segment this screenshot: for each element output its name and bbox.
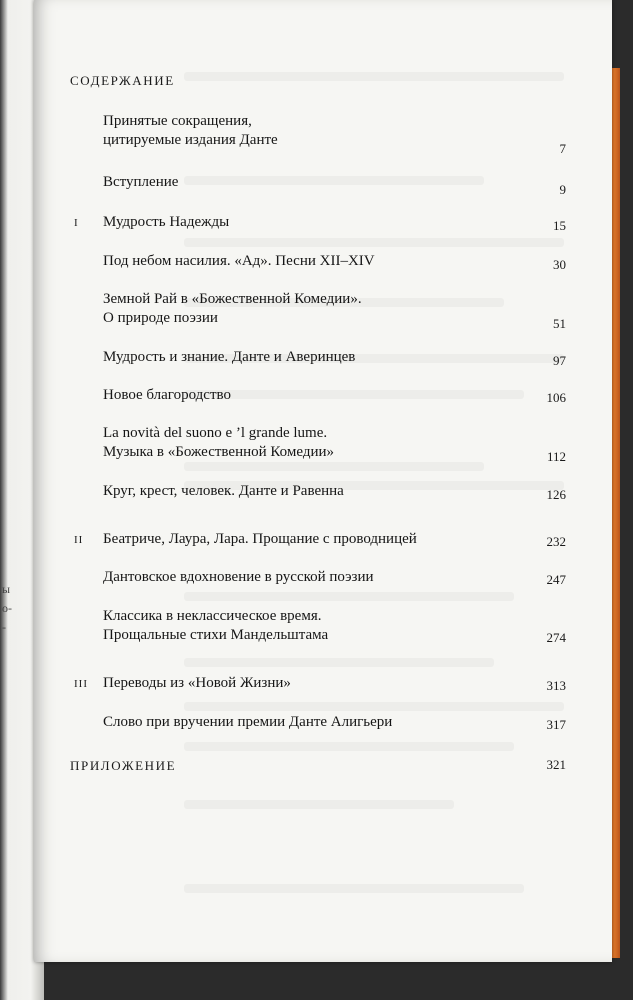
toc-entry[interactable] [103, 674, 571, 693]
toc-page-number: 126 [546, 487, 566, 502]
toc-entry-title: Под небом насилия. «Ад». Песни XII–XIV [103, 253, 375, 269]
toc-entry-title: Вступление [103, 174, 179, 190]
toc-entry-title: Мудрость Надежды [103, 214, 230, 230]
toc-entry-title: Слово при вручении премии Данте Алигьери [103, 714, 393, 730]
toc-page-number: 247 [546, 572, 566, 587]
toc-page-number: 112 [546, 449, 566, 464]
toc-entry[interactable] [103, 424, 571, 462]
toc-page-number: 51 [553, 316, 566, 331]
toc-entry-title: цитируемые издания Данте [103, 132, 278, 148]
toc-entry-title: Беатриче, Лаура, Лара. Прощание с проводницей [103, 531, 417, 547]
toc-entry-title: Новое благородство [103, 387, 231, 403]
toc-page-number: 106 [546, 390, 566, 405]
toc-entry-title: La novità del suono e ’l grande lume. [103, 425, 328, 441]
toc-entry[interactable] [103, 568, 571, 587]
toc-entry[interactable] [103, 530, 571, 549]
toc-entry-title: Музыка в «Божественной Комедии» [103, 444, 335, 460]
toc-entry-title: О природе поэзии [103, 310, 218, 326]
toc-page-number: 30 [553, 257, 566, 272]
toc-entry[interactable] [103, 607, 571, 645]
toc-entry-title: Земной Рай в «Божественной Комедии». [103, 291, 362, 307]
toc-page-number: 97 [553, 353, 566, 368]
toc-entry-title: Дантовское вдохновение в русской поэзии [103, 569, 374, 585]
toc-page-number: 7 [559, 141, 566, 156]
toc-page-number: 313 [546, 678, 566, 693]
toc-page-number: 317 [546, 717, 566, 732]
toc-entry[interactable] [103, 213, 571, 232]
part-numeral: III [74, 678, 88, 690]
toc-entry-title: Круг, крест, человек. Данте и Равенна [103, 483, 344, 499]
appendix-heading[interactable]: ПРИЛОЖЕНИЕ [70, 758, 177, 773]
toc-entry-title: Мудрость и знание. Данте и Аверинцев [103, 349, 356, 365]
toc-entry-title: Классика в неклассическое время. [103, 608, 322, 624]
toc-entry[interactable] [103, 112, 571, 150]
part-numeral: II [74, 534, 84, 546]
toc-page-number: 15 [553, 218, 566, 233]
facing-page-fragment: ы [2, 582, 11, 596]
toc-entry-title: Прощальные стихи Мандельштама [103, 627, 329, 643]
book-page [34, 0, 612, 962]
toc-page-number: 321 [546, 757, 566, 772]
toc-page-number: 274 [546, 630, 566, 645]
toc-entry-title: Принятые сокращения, [103, 113, 252, 129]
toc-entry[interactable] [103, 348, 571, 367]
toc-entry[interactable] [103, 713, 571, 732]
toc-entry[interactable] [103, 290, 571, 328]
toc-entry[interactable] [103, 386, 571, 405]
toc-entry[interactable] [103, 482, 571, 501]
facing-page-fragment: - [2, 620, 6, 634]
part-numeral: I [74, 217, 79, 229]
toc-entry-title: Переводы из «Новой Жизни» [103, 675, 291, 691]
toc-entry[interactable] [103, 252, 571, 271]
toc-entry[interactable] [103, 173, 571, 192]
toc-page-number: 232 [546, 534, 566, 549]
facing-page-fragment: о- [2, 601, 12, 615]
toc-page-number: 9 [559, 182, 566, 197]
toc-heading: СОДЕРЖАНИЕ [70, 73, 175, 88]
